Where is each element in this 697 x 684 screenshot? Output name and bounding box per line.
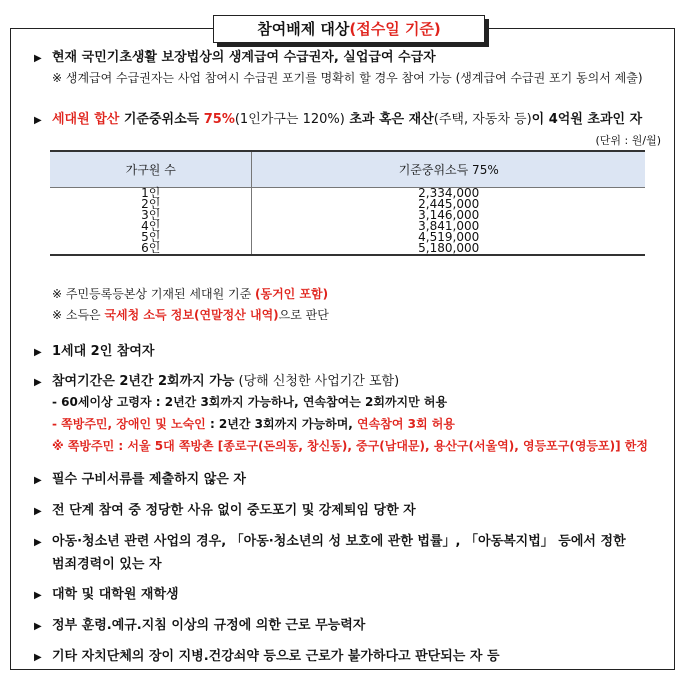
table-row xyxy=(50,210,645,221)
note-household xyxy=(52,285,328,302)
item-2-red1: 세대원 합산 xyxy=(52,112,120,127)
table-row xyxy=(50,188,645,200)
item-3 xyxy=(34,340,155,359)
table-cell: 2인 xyxy=(50,199,252,210)
item-7 xyxy=(34,530,626,549)
table-cell: 3,146,000 xyxy=(418,208,480,222)
item-4-detail-2-red2: 연속참여 3회 허용 xyxy=(357,417,455,431)
item-8-text: 대학 및 대학원 재학생 xyxy=(52,587,179,602)
item-2-t3: 초과 혹은 재산 xyxy=(344,112,434,127)
item-2-t1: 기준중위소득 xyxy=(119,112,204,127)
item-2-t5: 이 4억원 초과인 자 xyxy=(531,112,643,127)
item-5-text: 필수 구비서류를 제출하지 않은 자 xyxy=(52,472,246,487)
table-row xyxy=(50,199,645,210)
title-main: 참여배제 대상 xyxy=(257,20,350,38)
bullet-icon: ▶ xyxy=(34,475,42,486)
item-1-note: ※ 생계급여 수급권자는 사업 참여시 수급권 포기를 명확히 할 경우 참여 가능 (생계급여 수급권 포기 동의서 제출) xyxy=(52,71,643,85)
bullet-icon: ▶ xyxy=(34,537,42,548)
item-8 xyxy=(34,583,179,602)
table-header: 기준중위소득 75% xyxy=(252,151,645,188)
bullet-icon: ▶ xyxy=(34,590,42,601)
table-cell: 4,519,000 xyxy=(418,230,480,244)
income-table xyxy=(50,150,645,256)
page-title xyxy=(213,15,485,43)
title-paren: (접수일 기준) xyxy=(349,20,441,38)
item-2-red2: 75% xyxy=(203,112,235,127)
table-row xyxy=(50,232,645,243)
item-4-paren: (당해 신청한 사업기간 포함) xyxy=(234,374,400,389)
table-cell: 2,445,000 xyxy=(418,197,480,211)
bullet-icon: ▶ xyxy=(34,377,42,388)
table-cell: 5,180,000 xyxy=(252,243,645,255)
note-income xyxy=(52,306,329,323)
bullet-icon: ▶ xyxy=(34,347,42,358)
item-10-text: 기타 자치단체의 장이 지병.건강쇠약 등으로 근로가 불가하다고 판단되는 자 등 xyxy=(52,649,500,664)
item-10 xyxy=(34,645,500,664)
item-6-text: 전 단계 참여 중 정당한 사유 없이 중도포기 및 강제퇴임 당한 자 xyxy=(52,503,416,518)
note-income-red: 국세청 소득 정보(연말정산 내역) xyxy=(104,308,279,322)
table-cell: 1인 xyxy=(50,188,252,200)
table-cell: 2,334,000 xyxy=(418,186,480,200)
table-cell: 6인 xyxy=(50,243,252,255)
item-7-line-2: 범죄경력이 있는 자 xyxy=(52,557,162,572)
item-4-detail-2-text: : 2년간 3회까지 가능하며, xyxy=(205,417,358,431)
item-5 xyxy=(34,468,246,487)
table-cell: 3,841,000 xyxy=(418,219,480,233)
bullet-icon: ▶ xyxy=(34,506,42,517)
item-1-text: 현재 국민기초생활 보장법상의 생계급여 수급권자, 실업급여 수급자 xyxy=(52,50,436,65)
note-household-red: (동거인 포함) xyxy=(255,287,329,301)
bullet-icon: ▶ xyxy=(34,53,42,64)
item-4-detail-3: ※ 쪽방주민 : 서울 5대 쪽방촌 [종로구(돈의동, 창신동), 중구(남대문), 용산구(서울역), 영등포구(영등포)] 한정 xyxy=(52,439,648,453)
table-cell: 5인 xyxy=(50,232,252,243)
item-4-text: 참여기간은 2년간 2회까지 가능 xyxy=(52,374,235,389)
item-3-text: 1세대 2인 참여자 xyxy=(52,344,155,359)
bullet-icon: ▶ xyxy=(34,621,42,632)
note-income-text: ※ 소득은 xyxy=(52,308,105,322)
item-2-t2: (1인가구는 120%) xyxy=(234,112,345,127)
item-4 xyxy=(34,370,399,389)
item-2-t4: (주택, 자동차 등) xyxy=(433,112,532,127)
table-cell: 4인 xyxy=(50,221,252,232)
note-household-text: ※ 주민등록등본상 기재된 세대원 기준 xyxy=(52,287,256,301)
table-cell: 3인 xyxy=(50,210,252,221)
item-1 xyxy=(34,46,436,65)
bullet-icon: ▶ xyxy=(34,652,42,663)
item-9 xyxy=(34,614,365,633)
item-7-text: 아동·청소년 관련 사업의 경우, 「아동·청소년의 성 보호에 관한 법률」, 「아동복지법」 등에서 정한 xyxy=(52,534,626,549)
table-row xyxy=(50,243,645,255)
item-6 xyxy=(34,499,416,518)
item-4-detail-1: - 60세이상 고령자 : 2년간 3회까지 가능하나, 연속참여는 2회까지만 허용 xyxy=(52,395,448,409)
item-4-detail-2 xyxy=(52,415,455,432)
item-4-detail-2-red: - 쪽방주민, 장애인 및 노숙인 xyxy=(52,417,206,431)
note-income-tail: 으로 판단 xyxy=(278,308,329,322)
bullet-icon: ▶ xyxy=(34,115,42,126)
table-header: 가구원 수 xyxy=(50,151,252,188)
item-9-text: 정부 훈령.예규.지침 이상의 규정에 의한 근로 무능력자 xyxy=(52,618,366,633)
unit-label: (단위 : 원/월) xyxy=(595,134,661,147)
item-2 xyxy=(34,108,642,127)
table-row xyxy=(50,221,645,232)
